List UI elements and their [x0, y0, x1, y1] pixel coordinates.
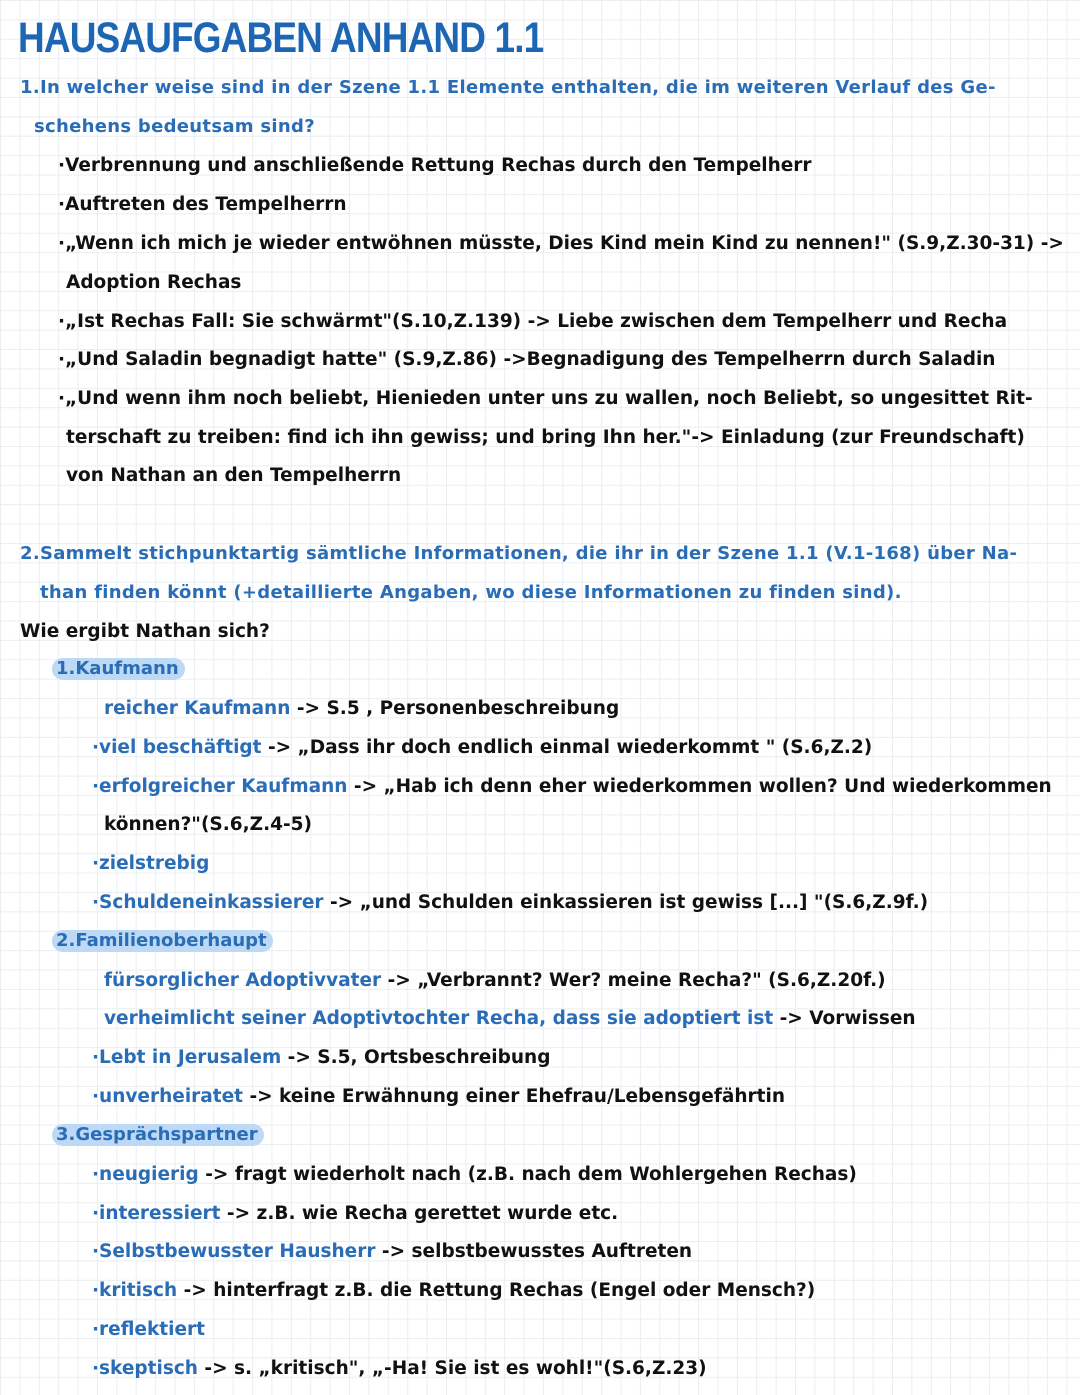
- q1-item: ·„Ist Rechas Fall: Sie schwärmt"(S.10,Z.139) -> Liebe zwischen dem Tempelherr und Recha: [58, 311, 1008, 332]
- q1-item: ·Verbrennung und anschließende Rettung Rechas durch den Tempelherr: [58, 155, 812, 176]
- section-3-row: ·skeptisch -> s. „kritisch", „-Ha! Sie ist es wohl!"(S.6,Z.23): [92, 1358, 707, 1379]
- section-2-row: fürsorglicher Adoptivvater -> „Verbrannt? Wer? meine Recha?" (S.6,Z.20f.): [104, 970, 886, 991]
- section-1-row-continuation: können?"(S.6,Z.4-5): [104, 814, 312, 835]
- section-heading-kaufmann: 1.Kaufmann: [52, 658, 185, 680]
- q1-item-continuation: von Nathan an den Tempelherrn: [66, 465, 402, 486]
- section-1-row: ·viel beschäftigt -> „Dass ihr doch endlich einmal wiederkommt " (S.6,Z.2): [92, 737, 873, 758]
- section-3-row: ·neugierig -> fragt wiederholt nach (z.B. nach dem Wohlergehen Rechas): [92, 1164, 857, 1185]
- page-title: HAUSAUFGABEN ANHAND 1.1: [18, 14, 544, 62]
- section-3-row: ·Selbstbewusster Hausherr -> selbstbewusstes Auftreten: [92, 1241, 693, 1262]
- section-heading-familienoberhaupt: 2.Familienoberhaupt: [52, 930, 273, 952]
- q1-item-continuation: Adoption Rechas: [66, 272, 242, 293]
- section-1-row: ·erfolgreicher Kaufmann -> „Hab ich denn eher wiederkommen wollen? Und wiederkommen: [92, 776, 1052, 797]
- section-3-row: ·reflektiert: [92, 1319, 205, 1340]
- q1-item: ·„Wenn ich mich je wieder entwöhnen müsste, Dies Kind mein Kind zu nennen!" (S.9,Z.30-31) ->: [58, 233, 1064, 254]
- section-1-row: reicher Kaufmann -> S.5 , Personenbeschreibung: [104, 698, 620, 719]
- q1-item: ·„Und wenn ihm noch beliebt, Hienieden unter uns zu wallen, noch Beliebt, so ungesittet Rit-: [58, 388, 1033, 409]
- section-3-row: ·interessiert -> z.B. wie Recha gerettet wurde etc.: [92, 1203, 619, 1224]
- question-2-subheading: Wie ergibt Nathan sich?: [20, 621, 270, 642]
- section-2-row: ·Lebt in Jerusalem -> S.5, Ortsbeschreibung: [92, 1047, 551, 1068]
- section-1-row: ·zielstrebig: [92, 853, 210, 874]
- q1-item: ·„Und Saladin begnadigt hatte" (S.9,Z.86) ->Begnadigung des Tempelherrn durch Saladin: [58, 349, 996, 370]
- q1-item: ·Auftreten des Tempelherrn: [58, 194, 347, 215]
- section-heading-gespraechspartner: 3.Gesprächspartner: [52, 1124, 264, 1146]
- q1-item-continuation: terschaft zu treiben: find ich ihn gewiss; und bring Ihn her."-> Einladung (zur Freundschaft): [66, 427, 1025, 448]
- section-1-row: ·Schuldeneinkassierer -> „und Schulden einkassieren ist gewiss [...] "(S.6,Z.9f.): [92, 892, 929, 913]
- section-2-row: verheimlicht seiner Adoptivtochter Recha, dass sie adoptiert ist -> Vorwissen: [104, 1008, 916, 1029]
- question-2-line-2: than finden könnt (+detaillierte Angaben, wo diese Informationen zu finden sind).: [40, 582, 902, 603]
- question-2-line-1: 2.Sammelt stichpunktartig sämtliche Informationen, die ihr in der Szene 1.1 (V.1-168) über Na-: [20, 543, 1018, 564]
- section-2-row: ·unverheiratet -> keine Erwähnung einer Ehefrau/Lebensgefährtin: [92, 1086, 786, 1107]
- question-1-line-1: 1.In welcher weise sind in der Szene 1.1 Elemente enthalten, die im weiteren Verlauf des Ge-: [20, 77, 996, 98]
- question-1-line-2: schehens bedeutsam sind?: [34, 116, 315, 137]
- section-3-row: ·kritisch -> hinterfragt z.B. die Rettung Rechas (Engel oder Mensch?): [92, 1280, 816, 1301]
